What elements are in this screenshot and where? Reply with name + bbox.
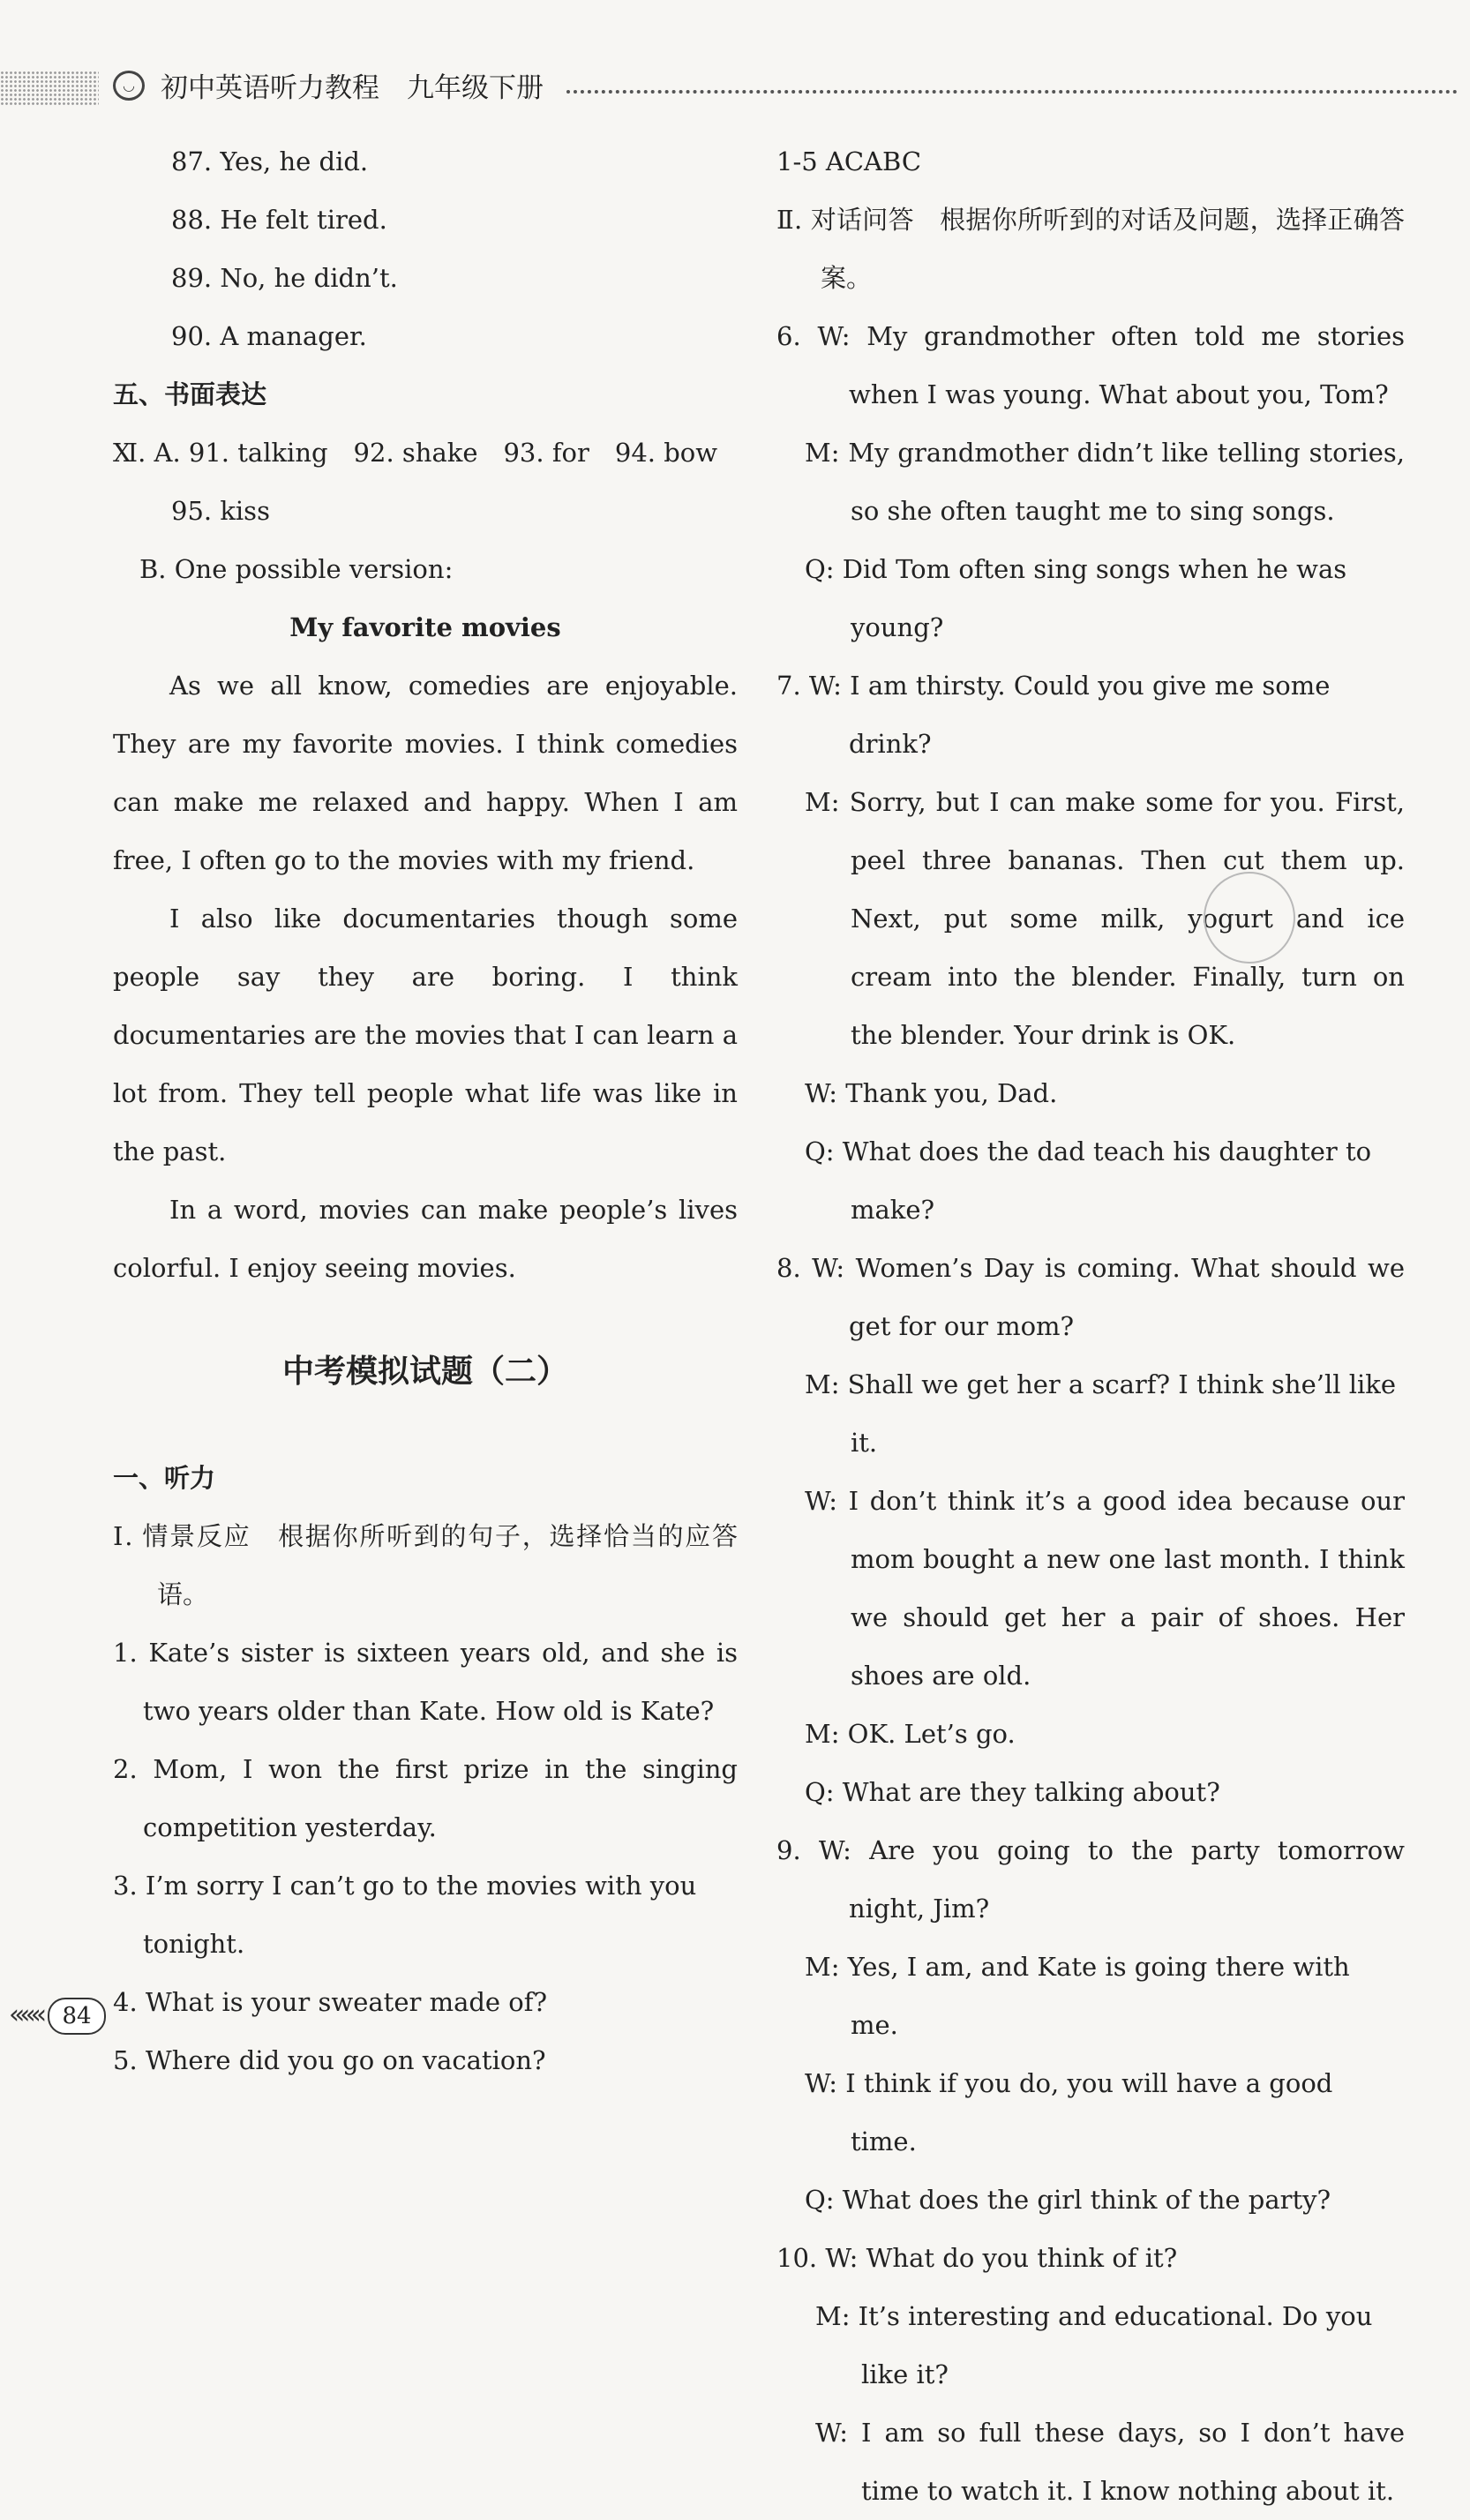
answer-87: 87. Yes, he did.	[171, 146, 369, 176]
dialogue-line: 6. W: My grandmother often told me stories when I was young. What about you, Tom?	[776, 321, 1405, 409]
xi-b-label: B. One possible version:	[139, 554, 454, 584]
dialogue-line: W: Thank you, Dad.	[805, 1078, 1058, 1108]
dialogue-line: W: I don’t think it’s a good idea because our mom bought a new one last month. I think we should get her a pair of shoes. Her shoes are old.	[805, 1486, 1405, 1691]
listening-item: 5. Where did you go on vacation?	[113, 2045, 546, 2075]
exam-title: 中考模拟试题（二）	[281, 1354, 568, 1390]
essay-paragraph: As we all know, comedies are enjoyable. They are my favorite movies. I think comedies can make me relaxed and happy. When I am free, I often go to the movies with my friend.	[113, 671, 738, 875]
essay-paragraph: In a word, movies can make people’s lives colorful. I enjoy seeing movies.	[113, 1195, 738, 1283]
listening-item: 1. Kate’s sister is sixteen years old, and she is two years older than Kate. How old is Kate?	[113, 1638, 738, 1726]
page-number: 84	[48, 1998, 106, 2035]
dialogue-line: 8. W: Women’s Day is coming. What should we get for our mom?	[776, 1253, 1405, 1341]
answer-88: 88. He felt tired.	[171, 205, 387, 235]
dot-pattern	[0, 71, 99, 106]
part-1-instructions: Ⅰ. 情景反应 根据你所听到的句子，选择恰当的应答语。	[113, 1521, 738, 1609]
dialogue-question: Q: What does the girl think of the party?	[805, 2185, 1331, 2215]
answer-90: 90. A manager.	[171, 321, 367, 351]
essay-paragraph: I also like documentaries though some people say they are boring. I think documentaries are the movies that I can learn a lot from. They tell people what life was like in the past.	[113, 904, 738, 1166]
dialogue-question: Q: Did Tom often sing songs when he was young?	[805, 554, 1347, 642]
dialogue-line: 7. W: I am thirsty. Could you give me some drink?	[776, 671, 1331, 759]
listening-item: 3. I’m sorry I can’t go to the movies with you tonight.	[113, 1871, 697, 1959]
dialogue-line: 10. W: What do you think of it?	[776, 2243, 1178, 2273]
dialogue-line: M: My grandmother didn’t like telling stories, so she often taught me to sing songs.	[805, 438, 1405, 526]
dialogue-question: Q: What does the dad teach his daughter to make?	[805, 1136, 1372, 1225]
dotted-rule	[566, 90, 1458, 94]
right-column	[776, 132, 1405, 2520]
section-listening-heading: 一、听力	[113, 1463, 216, 1493]
left-column	[113, 132, 738, 2089]
xi-a-answers: Ⅺ. A. 91. talking 92. shake 93. for 94. bow	[113, 438, 718, 468]
listening-item: 2. Mom, I won the first prize in the singing competition yesterday.	[113, 1754, 738, 1842]
xi-a-answers-cont: 95. kiss	[171, 496, 270, 526]
page-arrows-icon: «««	[9, 1999, 42, 2030]
dialogue-line: W: I think if you do, you will have a good time.	[805, 2068, 1333, 2156]
essay-title: My favorite movies	[289, 612, 561, 642]
dialogue-line: 9. W: Are you going to the party tomorrow night, Jim?	[776, 1835, 1405, 1924]
answer-89: 89. No, he didn’t.	[171, 263, 398, 293]
dialogue-line: M: It’s interesting and educational. Do you like it?	[815, 2301, 1373, 2389]
page-header	[0, 62, 1470, 115]
dialogue-line: M: Yes, I am, and Kate is going there with me.	[805, 1952, 1350, 2040]
section-writing-heading: 五、书面表达	[113, 379, 267, 409]
dialogue-line: M: Sorry, but I can make some for you. First, peel three bananas. Then cut them up. Next, put some milk, yogurt and ice cream into the blender. Finally, turn on the blender. Your drink is OK.	[805, 787, 1405, 1050]
dialogue-line: W: I am so full these days, so I don’t have time to watch it. I know nothing about it.	[815, 2418, 1405, 2506]
listening-item: 4. What is your sweater made of?	[113, 1987, 548, 2017]
dialogue-question: Q: What are they talking about?	[805, 1777, 1220, 1807]
dialogue-line: M: Shall we get her a scarf? I think she’ll like it.	[805, 1369, 1397, 1458]
part-2-instructions: Ⅱ. 对话问答 根据你所听到的对话及问题，选择正确答案。	[776, 205, 1405, 293]
answers-1-5: 1-5 ACABC	[776, 146, 922, 176]
dialogue-line: M: OK. Let’s go.	[805, 1719, 1016, 1749]
book-title: 初中英语听力教程 九年级下册	[161, 72, 544, 104]
book-icon: ◡	[113, 71, 145, 101]
